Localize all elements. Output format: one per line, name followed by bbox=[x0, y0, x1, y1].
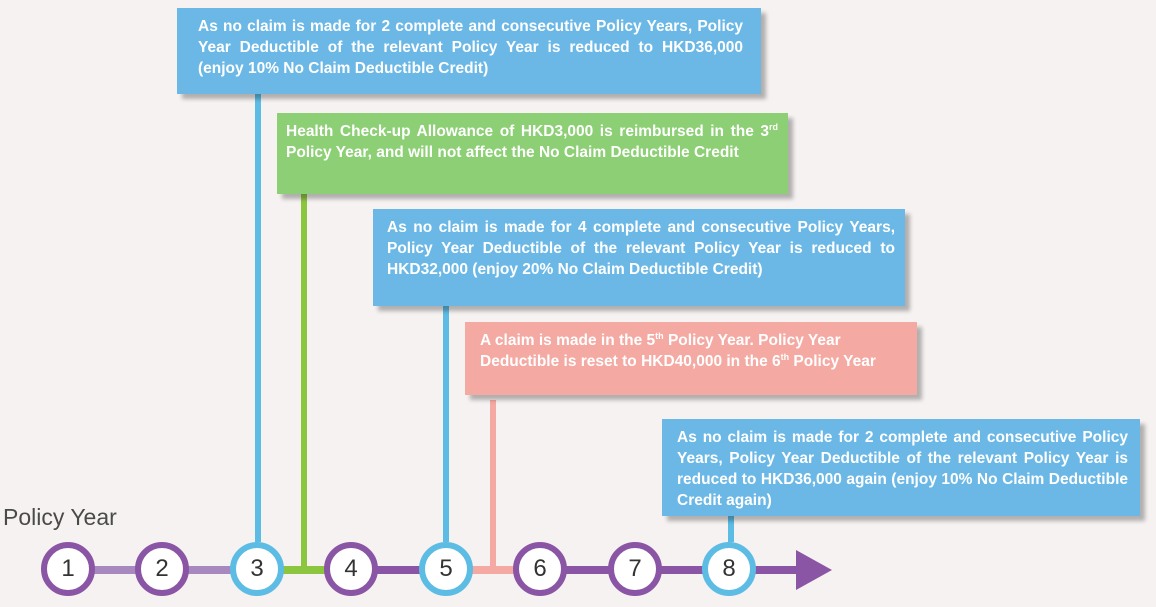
timeline-segment bbox=[658, 566, 706, 574]
connector-year5 bbox=[443, 305, 449, 542]
timeline-segment bbox=[280, 566, 328, 574]
event-text: As no claim is made for 2 complete and consecutive Policy Years, Policy Year Deductible of the relevant Policy Year is reduced to HKD36,000 (enjoy 10% No Claim Deductible Credit) bbox=[198, 18, 743, 77]
timeline-segment bbox=[469, 566, 517, 574]
year-marker-4: 4 bbox=[324, 542, 378, 596]
timeline-segment bbox=[374, 566, 422, 574]
event-text: Health Check-up Allowance of HKD3,000 is reimbursed in the 3rd Policy Year, and will not affect the No Claim Deductible Credit bbox=[286, 121, 778, 161]
year-marker-7: 7 bbox=[608, 542, 662, 596]
timeline-segment bbox=[92, 566, 140, 574]
year-marker-5: 5 bbox=[419, 542, 473, 596]
timeline-segment bbox=[752, 566, 800, 574]
timeline-segment bbox=[186, 566, 234, 574]
year-marker-1: 1 bbox=[41, 542, 95, 596]
connector-claim bbox=[490, 400, 496, 570]
event-text: As no claim is made for 4 complete and consecutive Policy Years, Policy Year Deductible of the relevant Policy Year is reduced to HKD32,000 (enjoy 20% No Claim Deductible Credit) bbox=[387, 219, 895, 278]
event-box-year3-deductible bbox=[177, 8, 761, 94]
year-marker-8: 8 bbox=[702, 542, 756, 596]
connector-year8 bbox=[728, 512, 734, 542]
event-box-claim bbox=[465, 322, 917, 395]
connector-health-check bbox=[301, 192, 307, 570]
year-marker-2: 2 bbox=[135, 542, 189, 596]
event-text: As no claim is made for 2 complete and consecutive Policy Years, Policy Year Deductible of the relevant Policy Year is reduced to HKD36,000 again (enjoy 10% No Claim Deductible Credit again) bbox=[677, 429, 1128, 509]
connector-year3 bbox=[255, 92, 261, 542]
timeline-arrow-icon bbox=[796, 550, 836, 590]
event-box-year8-deductible bbox=[662, 419, 1140, 516]
year-marker-6: 6 bbox=[513, 542, 567, 596]
year-marker-3: 3 bbox=[230, 542, 284, 596]
event-box-year5-deductible bbox=[373, 209, 905, 306]
timeline-segment bbox=[563, 566, 611, 574]
event-text: A claim is made in the 5th Policy Year. Policy Year Deductible is reset to HKD40,000 in the 6th Policy Year bbox=[480, 330, 876, 370]
event-box-health-check bbox=[277, 113, 788, 194]
policy-year-label: Policy Year bbox=[3, 504, 117, 530]
